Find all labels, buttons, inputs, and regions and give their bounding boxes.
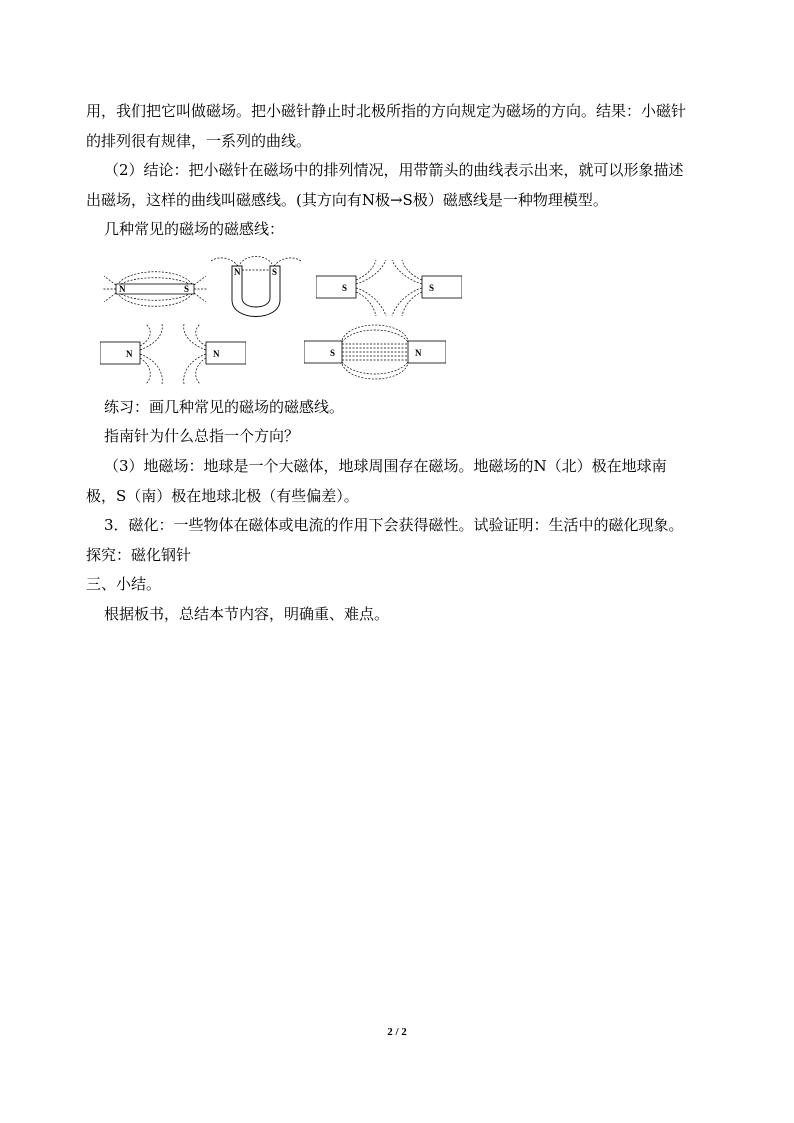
paragraph-line-geomagnetic-1: （3）地磁场：地球是一个大磁体，地球周围存在磁场。地磁场的N（北）极在地球南 [104,457,667,475]
like-left-label: N [126,349,133,359]
u-magnet-south-label: S [272,267,278,277]
paragraph-line-magnetization: 3．磁化：一些物体在磁体或电流的作用下会获得磁性。试验证明：生活中的磁化现象。 [104,516,684,534]
practice-line: 练习：画几种常见的磁场的磁感线。 [104,398,345,416]
paragraph-line-4: 出磁场，这样的曲线叫磁感线。(其方向有N极→S极）磁感线是一种物理模型。 [86,191,608,209]
unlike-right-label: N [415,348,422,358]
section-heading-summary: 三、小结。 [86,575,162,593]
bar-magnet-south-label: S [184,284,190,294]
page-number: 2 / 2 [387,1026,407,1038]
unlike-poles-figure [304,320,446,386]
bar-magnet-north-label: N [119,284,126,294]
unlike-left-label: S [330,348,336,358]
facing-right-label: S [429,283,435,293]
like-poles-figure [100,322,246,386]
facing-poles-figure [316,258,462,318]
paragraph-line-geomagnetic-2: 极，S（南）极在地球北极（有些偏差）。 [86,487,359,505]
paragraph-line-1: 用，我们把它叫做磁场。把小磁针静止时北极所指的方向规定为磁场的方向。结果：小磁针 [86,102,687,120]
paragraph-line-2: 的排列很有规律，一系列的曲线。 [86,132,312,150]
u-magnet-north-label: N [234,267,241,277]
paragraph-line-3: （2）结论：把小磁针在磁场中的排列情况，用带箭头的曲线表示出来，就可以形象描述 [104,161,684,179]
question-line: 指南针为什么总指一个方向？ [104,427,300,445]
explore-line: 探究：磁化钢针 [86,546,192,564]
figure-intro: 几种常见的磁场的磁感线： [104,220,285,238]
like-right-label: N [213,349,220,359]
facing-left-label: S [342,283,348,293]
u-magnet-figure [208,252,304,320]
bar-magnet-figure [100,258,210,320]
summary-line: 根据板书，总结本节内容，明确重、难点。 [104,605,390,623]
